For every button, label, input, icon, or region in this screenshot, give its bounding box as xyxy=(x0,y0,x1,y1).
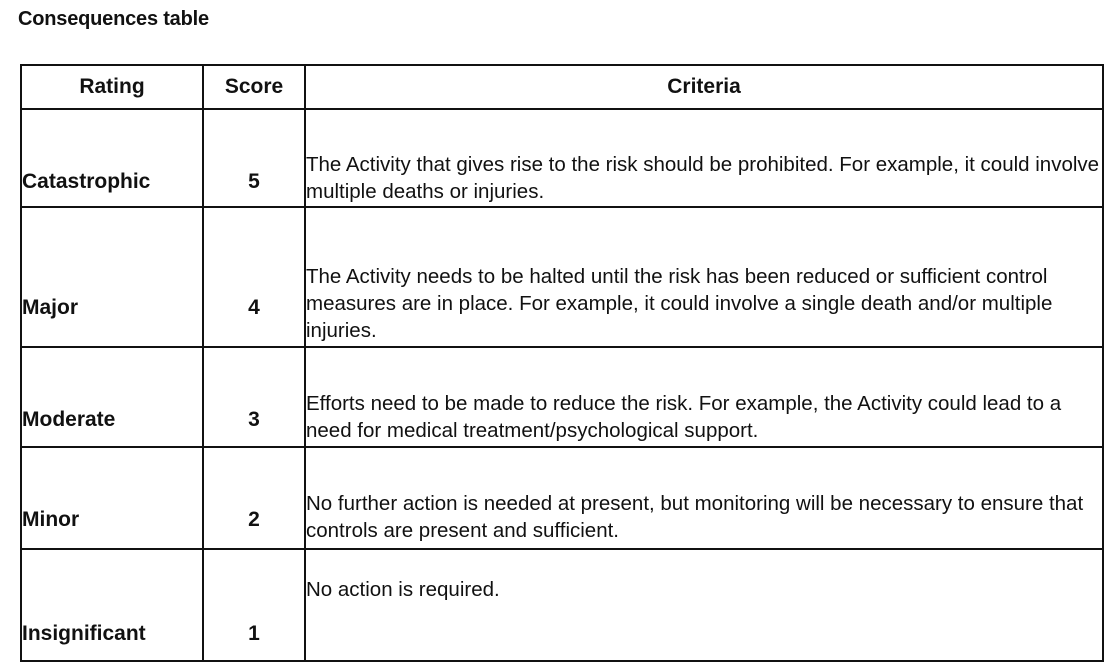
score-text: 2 xyxy=(248,508,260,531)
score-cell xyxy=(203,549,305,661)
rating-text: Moderate xyxy=(22,408,116,431)
score-text: 4 xyxy=(248,296,260,319)
table-row xyxy=(21,207,1103,347)
criteria-cell: The Activity that gives rise to the risk should be prohibited. For example, it could involve multiple deaths or injuries. xyxy=(305,109,1103,207)
column-header-score: Score xyxy=(203,65,305,109)
rating-cell xyxy=(21,549,203,661)
table-row xyxy=(21,109,1103,207)
rating-text: Minor xyxy=(22,508,80,531)
score-cell xyxy=(203,207,305,347)
criteria-cell: No further action is needed at present, but monitoring will be necessary to ensure that controls are present and sufficient. xyxy=(305,447,1103,549)
rating-cell xyxy=(21,347,203,447)
score-cell xyxy=(203,347,305,447)
criteria-cell: Efforts need to be made to reduce the risk. For example, the Activity could lead to a need for medical treatment/psychological support. xyxy=(305,347,1103,447)
score-text: 1 xyxy=(248,622,260,645)
table-row xyxy=(21,347,1103,447)
table-header-row xyxy=(21,65,1103,109)
criteria-cell: The Activity needs to be halted until the risk has been reduced or sufficient control measures are in place. For example, it could involve a single death and/or multiple injuries. xyxy=(305,207,1103,347)
page-title: Consequences table xyxy=(18,8,209,30)
criteria-cell: No action is required. xyxy=(305,549,1103,661)
column-header-rating: Rating xyxy=(21,65,203,109)
score-cell xyxy=(203,109,305,207)
table-row xyxy=(21,549,1103,661)
rating-text: Catastrophic xyxy=(22,170,151,193)
rating-cell xyxy=(21,447,203,549)
score-cell xyxy=(203,447,305,549)
rating-cell xyxy=(21,109,203,207)
score-text: 3 xyxy=(248,408,260,431)
consequences-table xyxy=(20,64,1104,662)
rating-cell xyxy=(21,207,203,347)
table-row xyxy=(21,447,1103,549)
score-text: 5 xyxy=(248,170,260,193)
rating-text: Insignificant xyxy=(22,622,146,645)
rating-text: Major xyxy=(22,296,79,319)
column-header-criteria: Criteria xyxy=(305,65,1103,109)
